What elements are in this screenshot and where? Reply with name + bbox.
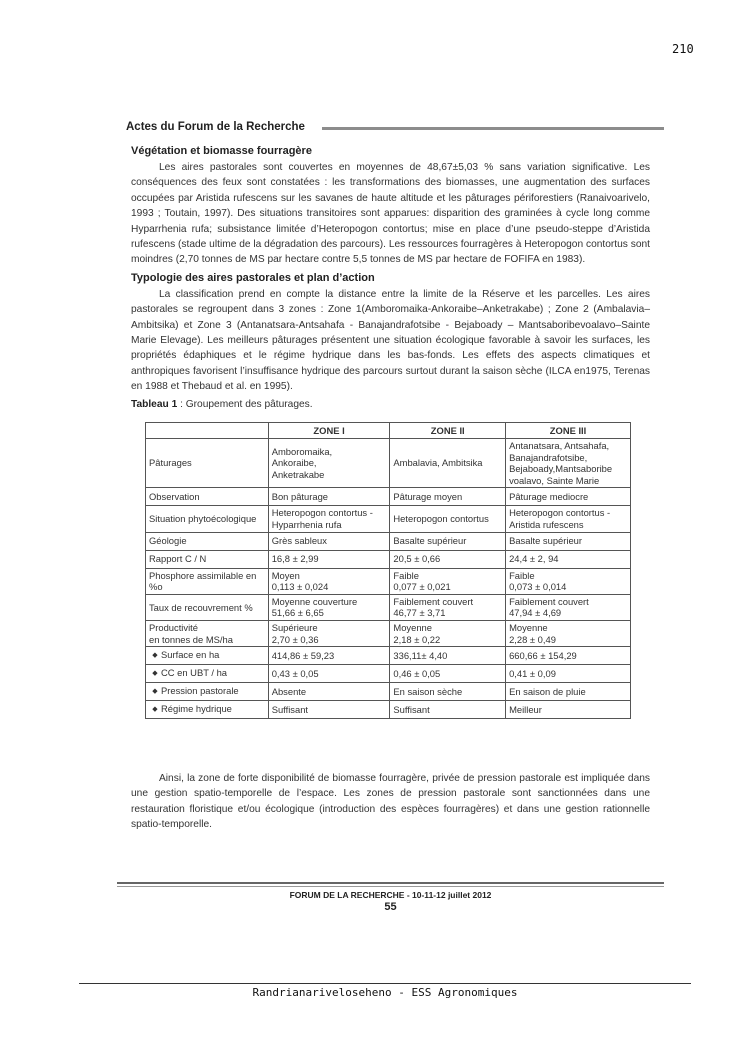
diamond-bullet-icon: ◆ [152, 652, 158, 660]
table-cell: 660,66 ± 154,29 [506, 647, 631, 665]
table-cell: Faiblement couvert 46,77 ± 3,71 [390, 594, 506, 620]
row-label-text: Taux de recouvrement % [149, 601, 253, 613]
table-row [146, 568, 631, 594]
table-cell: Suffisant [268, 701, 390, 719]
table-cell: Moyenne 2,28 ± 0,49 [506, 620, 631, 646]
table-cell: 0,41 ± 0,09 [506, 665, 631, 683]
running-header [126, 121, 664, 137]
row-label [146, 594, 269, 620]
row-label-text: Pâturages [149, 457, 192, 469]
table-cell: Absente [268, 683, 390, 701]
row-label [146, 488, 269, 506]
table-row [146, 488, 631, 506]
table-cell: Bon pâturage [268, 488, 390, 506]
table-row [146, 620, 631, 646]
table-cell: 414,86 ± 59,23 [268, 647, 390, 665]
row-label [146, 701, 269, 719]
table-row [146, 439, 631, 488]
table-caption [131, 399, 650, 410]
table-cell: Heteropogon contortus - Aristida rufescens [506, 506, 631, 532]
diamond-bullet-icon: ◆ [152, 706, 158, 714]
row-label-text: Surface en ha [161, 649, 220, 661]
footer-rule-thin [117, 886, 664, 887]
bottom-credit: Randrianariveloseheno - ESS Agronomiques [252, 986, 518, 999]
table-cell: Basalte supérieur [506, 532, 631, 550]
table-body [146, 439, 631, 719]
table-cell: Faible 0,073 ± 0,014 [506, 568, 631, 594]
table-cell: Moyenne 2,18 ± 0,22 [390, 620, 506, 646]
table-cell: Basalte supérieur [390, 532, 506, 550]
table-row [146, 506, 631, 532]
footer-rule [117, 882, 664, 884]
table-header-cell [146, 423, 269, 439]
table-cell: Pâturage moyen [390, 488, 506, 506]
table-cell: Grès sableux [268, 532, 390, 550]
header-rule [322, 127, 664, 130]
table-cell: Amboromaika, Ankoraibe, Anketrakabe [268, 439, 390, 488]
table-header-cell: ZONE III [506, 423, 631, 439]
section-title-typologie: Typologie des aires pastorales et plan d’action [131, 271, 375, 284]
table-cell: Heteropogon contortus [390, 506, 506, 532]
table-caption-label: Tableau 1 [131, 398, 178, 410]
pasture-table [145, 422, 631, 719]
row-label [146, 683, 269, 701]
table-cell: Antanatsara, Antsahafa, Banajandrafotsibe, Bejaboady,Mantsaboribe voalavo, Sainte Marie [506, 439, 631, 488]
table-header-row [146, 423, 631, 439]
table-cell: 24,4 ± 2, 94 [506, 550, 631, 568]
table-header-cell: ZONE II [390, 423, 506, 439]
table-cell: Meilleur [506, 701, 631, 719]
footer-page-number: 55 [384, 901, 397, 913]
table-cell: Moyen 0,113 ± 0,024 [268, 568, 390, 594]
diamond-bullet-icon: ◆ [152, 688, 158, 696]
row-label-text: Situation phytoécologique [149, 513, 257, 525]
table-cell: Faiblement couvert 47,94 ± 4,69 [506, 594, 631, 620]
table-cell: Faible 0,077 ± 0,021 [390, 568, 506, 594]
table-row [146, 701, 631, 719]
row-label [146, 620, 269, 646]
table-cell: 0,43 ± 0,05 [268, 665, 390, 683]
row-label-text: Pression pastorale [161, 685, 239, 697]
table-header-cell: ZONE I [268, 423, 390, 439]
table-cell: En saison sèche [390, 683, 506, 701]
paragraph-conclusion: Ainsi, la zone de forte disponibilité de biomasse fourragère, privée de pression pastorale est impliquée dans une gestion spatio-temporelle de l’espace. Les zones de pression pastorale sont sanctionnées dans une restauration floristique et/ou écologique (introduction des espèces fourragères) et dans une gestion rationnelle spatio-temporelle. [131, 773, 650, 831]
table-cell: Suffisant [390, 701, 506, 719]
table-cell: 20,5 ± 0,66 [390, 550, 506, 568]
bottom-rule [79, 983, 691, 984]
paragraph-typologie: La classification prend en compte la distance entre la limite de la Réserve et les parcelles. Les aires pastorales se regroupent dans 3 zones : Zone 1(Amboromaika-Ankoraibe–Anketrakabe) ; Zone 2 (Ambalavia–Ambitsika) et Zone 3 (Antanatsara-Antsahafa - Banajandrafotsibe - Bejaboady – Mantsaboribevoalavo–Sainte Marie Elevage). Les meilleurs pâturages présentent une situation écologique favorable à savoir les surfaces, les propriétés édaphiques et le régime hydrique dans les bas-fonds. Les effets des aspects climatiques et anthropiques favorisent l’insuffisance hydrique des parcours surtout durant la saison sèche (ILCA en1975, Terenas en 1988 et Thebaud et al. en 1995). [131, 288, 650, 393]
page-number: 210 [672, 42, 694, 56]
row-label [146, 506, 269, 532]
row-label-text: Productivité en tonnes de MS/ha [149, 621, 233, 645]
table-row [146, 683, 631, 701]
row-label-text: Régime hydrique [161, 703, 232, 715]
row-label [146, 550, 269, 568]
table-row [146, 665, 631, 683]
table-caption-text: : Groupement des pâturages. [177, 398, 313, 410]
table-row [146, 594, 631, 620]
row-label-text: Observation [149, 491, 200, 503]
table-cell: Pâturage mediocre [506, 488, 631, 506]
footer-text: FORUM DE LA RECHERCHE - 10-11-12 juillet 2012 [289, 890, 492, 900]
table-cell: Heteropogon contortus - Hyparrhenia rufa [268, 506, 390, 532]
row-label-text: CC en UBT / ha [161, 667, 228, 679]
table-row [146, 550, 631, 568]
diamond-bullet-icon: ◆ [152, 670, 158, 678]
table-cell: Moyenne couverture 51,66 ± 6,65 [268, 594, 390, 620]
table-cell: Ambalavia, Ambitsika [390, 439, 506, 488]
main-content [131, 145, 650, 416]
paragraph-vegetation: Les aires pastorales sont couvertes en moyennes de 48,67±5,03 % sans variation significative. Les conséquences des feux sont constatées : les transformations des biomasses, une augmentation des surfaces occupées par Aristida rufescens sur les savanes de haute altitude et les pâturages périforestiers (Ranaivoarivelo, 1993 ; Toutain, 1997). Des situations transitoires sont apparues: disparition des graminées à cycle long comme Hyparrhenia rufa; subsistance limitée d’Heteropogon contortus; mise en place d’une pseudo-steppe d’Aristida rufescens (stade ultime de la dégradation des parcours). Les ressources fourragères à Heteropogon contortus sont moindres (2,70 tonnes de MS par hectare contre 5,5 tonnes de MS par hectare de FOFIFA en 1983). [131, 162, 650, 266]
header-title: Actes du Forum de la Recherche [126, 121, 311, 133]
section-title-vegetation: Végétation et biomasse fourragère [131, 145, 312, 157]
table-cell: 336,11± 4,40 [390, 647, 506, 665]
table-cell: En saison de pluie [506, 683, 631, 701]
row-label [146, 532, 269, 550]
row-label-text: Rapport C / N [149, 553, 207, 565]
row-label [146, 647, 269, 665]
row-label [146, 665, 269, 683]
row-label [146, 568, 269, 594]
row-label-text: Géologie [149, 535, 187, 547]
table-cell: Supérieure 2,70 ± 0,36 [268, 620, 390, 646]
row-label-text: Phosphore assimilable en %o [149, 569, 257, 593]
table-row [146, 532, 631, 550]
table-cell: 16,8 ± 2,99 [268, 550, 390, 568]
table-row [146, 647, 631, 665]
table-cell: 0,46 ± 0,05 [390, 665, 506, 683]
row-label [146, 439, 269, 488]
